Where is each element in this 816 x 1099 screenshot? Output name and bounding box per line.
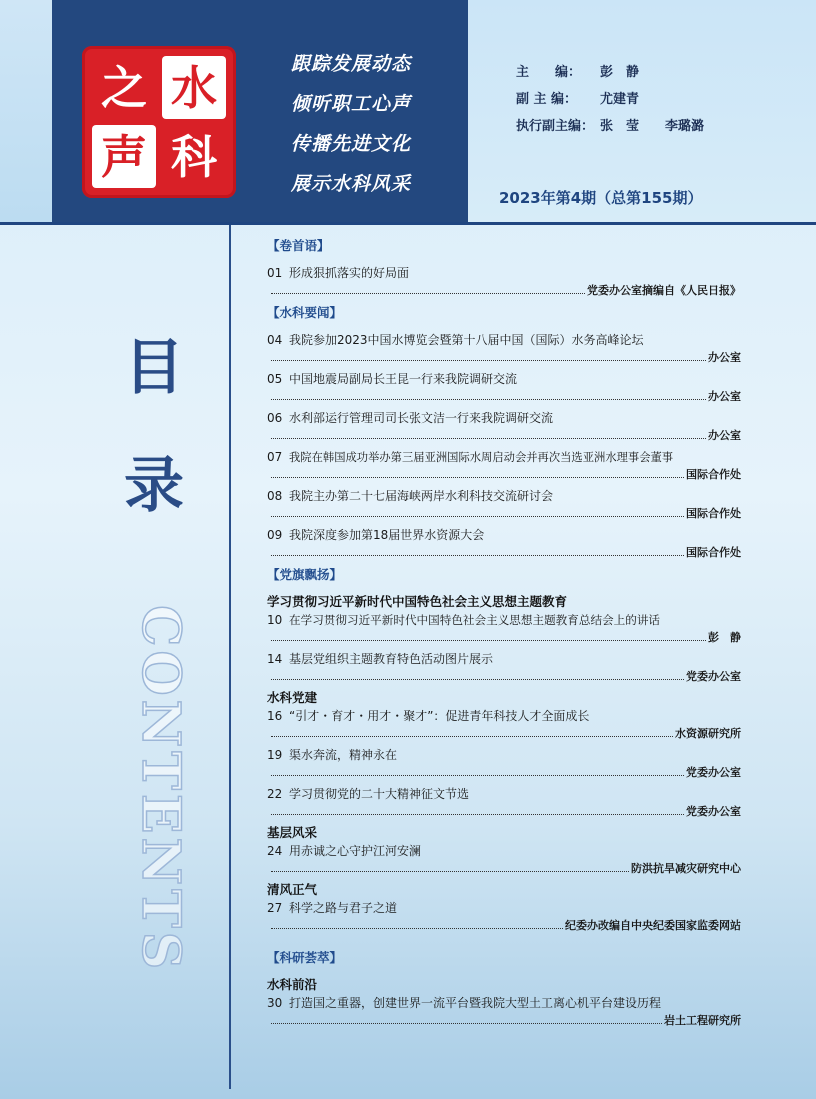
dot-leader — [271, 928, 563, 929]
subsection-heading: 水科党建 — [267, 690, 318, 705]
entry-title — [267, 899, 741, 917]
source-org: 防洪抗旱减灾研究中心 — [631, 862, 741, 875]
entry-title — [267, 842, 741, 860]
page-number: 27 — [267, 901, 283, 915]
editor-name: 张 莹 李璐潞 — [600, 119, 705, 134]
entry-title-text: 我院深度参加第18届世界水资源大会 — [289, 528, 485, 542]
dot-leader — [271, 555, 684, 556]
source-org: 办公室 — [708, 390, 741, 403]
dot-leader — [271, 1023, 662, 1024]
column-divider — [229, 225, 231, 1089]
source-org: 党委办公室 — [686, 670, 741, 683]
entry-title-text: 渠水奔流，精神永在 — [289, 748, 398, 762]
entry-title-text: 学习贯彻党的二十大精神征文节选 — [289, 787, 470, 801]
slogan: 传播先进文化 — [291, 133, 412, 155]
entry-source — [267, 282, 741, 298]
page-number: 01 — [267, 266, 283, 280]
contents-english-title: CONTENTS — [130, 605, 191, 974]
toc-entry[interactable] — [267, 650, 741, 684]
page-number: 16 — [267, 709, 283, 723]
source-org: 彭 静 — [708, 631, 741, 644]
slogan: 倾听职工心声 — [291, 93, 412, 115]
subsection-heading: 学习贯彻习近平新时代中国特色社会主义思想主题教育 — [267, 594, 568, 609]
editor-name: 彭 静 — [600, 65, 640, 80]
entry-title — [267, 409, 741, 427]
page-number: 09 — [267, 528, 283, 542]
entry-title-text: 用赤诚之心守护江河安澜 — [289, 844, 422, 858]
entry-title — [267, 370, 741, 388]
section-heading: 【科研荟萃】 — [267, 950, 343, 965]
editor-role: 执行副主编： — [516, 119, 595, 134]
issue-number: 2023年第4期（总第155期） — [499, 189, 703, 207]
entry-source — [267, 544, 741, 560]
entry-title — [267, 650, 741, 668]
source-org: 水资源研究所 — [675, 727, 741, 740]
entry-title-text: 中国地震局副局长王昆一行来我院调研交流 — [289, 372, 518, 386]
page-number: 14 — [267, 652, 283, 666]
page-number: 07 — [267, 450, 283, 464]
dot-leader — [271, 814, 684, 815]
dot-leader — [271, 775, 684, 776]
section-heading: 【党旗飘扬】 — [267, 567, 343, 582]
entry-source — [267, 764, 741, 780]
page-number: 10 — [267, 613, 283, 627]
source-org: 党委办公室 — [686, 766, 741, 779]
entry-title — [267, 746, 741, 764]
page-number: 04 — [267, 333, 283, 347]
entry-source — [267, 803, 741, 819]
seal-char: 科 — [171, 129, 217, 184]
editor-name: 尤建青 — [600, 92, 640, 107]
entry-title-text: 在学习贯彻习近平新时代中国特色社会主义思想主题教育总结会上的讲话 — [289, 613, 661, 627]
editor-role: 主 编： — [516, 65, 582, 80]
toc-entry[interactable] — [267, 611, 741, 645]
subsection-heading: 清风正气 — [267, 882, 318, 897]
source-org: 办公室 — [708, 351, 741, 364]
toc-entry[interactable] — [267, 785, 741, 819]
entry-title — [267, 487, 741, 505]
editor-row — [516, 63, 704, 90]
dot-leader — [271, 516, 684, 517]
source-org: 党委办公室摘编自《人民日报》 — [587, 284, 741, 297]
contents-title — [124, 333, 184, 574]
entry-source — [267, 349, 741, 365]
seal-char: 之 — [101, 60, 147, 115]
contents-title-char: 录 — [124, 451, 184, 521]
toc-entry[interactable] — [267, 526, 741, 560]
subsection-heading: 水科前沿 — [267, 977, 318, 992]
seal-logo — [82, 46, 236, 198]
slogan: 展示水科风采 — [291, 173, 412, 195]
source-org: 国际合作处 — [686, 546, 741, 559]
entry-source — [267, 466, 741, 482]
entry-source — [267, 917, 741, 933]
dot-leader — [271, 477, 684, 478]
dot-leader — [271, 293, 585, 294]
source-org: 国际合作处 — [686, 507, 741, 520]
source-org: 纪委办改编自中央纪委国家监委网站 — [565, 919, 741, 932]
editor-role: 副 主 编： — [516, 92, 578, 107]
page-number: 30 — [267, 996, 283, 1010]
entry-title-text: 形成狠抓落实的好局面 — [289, 266, 410, 280]
entry-title-text: 我院主办第二十七届海峡两岸水利科技交流研讨会 — [289, 489, 554, 503]
table-of-contents — [267, 236, 741, 1033]
toc-entry[interactable] — [267, 370, 741, 404]
toc-entry[interactable] — [267, 448, 741, 482]
entry-source — [267, 388, 741, 404]
dot-leader — [271, 871, 629, 872]
entry-title-text: 打造国之重器，创建世界一流平台暨我院大型土工离心机平台建设历程 — [289, 996, 662, 1010]
contents-title-char: 目 — [124, 333, 184, 403]
entry-source — [267, 629, 741, 645]
toc-entry[interactable] — [267, 994, 741, 1028]
entry-source — [267, 505, 741, 521]
entry-source — [267, 860, 741, 876]
editor-row — [516, 90, 704, 117]
editor-list — [516, 63, 704, 144]
entry-title — [267, 994, 741, 1012]
seal-char: 水 — [162, 56, 226, 119]
toc-entry[interactable] — [267, 842, 741, 876]
entry-title — [267, 264, 741, 282]
dot-leader — [271, 438, 706, 439]
entry-title — [267, 785, 741, 803]
editor-row — [516, 117, 704, 144]
seal-char: 声 — [92, 125, 156, 188]
toc-entry[interactable] — [267, 487, 741, 521]
entry-title-text: 我院在韩国成功举办第三届亚洲国际水周启动会并再次当选亚洲水理事会董事 — [289, 451, 674, 464]
header-left-edge — [0, 0, 52, 222]
page-number: 08 — [267, 489, 283, 503]
entry-title — [267, 448, 741, 466]
slogan: 跟踪发展动态 — [291, 53, 412, 75]
toc-entry[interactable] — [267, 899, 741, 933]
page-number: 22 — [267, 787, 283, 801]
source-org: 国际合作处 — [686, 468, 741, 481]
page-number: 24 — [267, 844, 283, 858]
entry-title-text: “引才・育才・用才・聚才”：促进青年科技人才全面成长 — [289, 709, 590, 723]
page-number: 19 — [267, 748, 283, 762]
entry-title-text: 水利部运行管理司司长张文洁一行来我院调研交流 — [289, 411, 554, 425]
dot-leader — [271, 640, 706, 641]
source-org: 办公室 — [708, 429, 741, 442]
source-org: 岩土工程研究所 — [664, 1014, 741, 1027]
entry-title — [267, 611, 741, 629]
slogans — [291, 50, 411, 210]
page-number: 06 — [267, 411, 283, 425]
entry-source — [267, 427, 741, 443]
dot-leader — [271, 679, 684, 680]
toc-entry[interactable] — [267, 707, 741, 741]
section-heading: 【水科要闻】 — [267, 305, 343, 320]
subsection-heading: 基层风采 — [267, 825, 318, 840]
page-number: 05 — [267, 372, 283, 386]
entry-title-text: 基层党组织主题教育特色活动图片展示 — [289, 652, 494, 666]
entry-title-text: 我院参加2023中国水博览会暨第十八届中国（国际）水务高峰论坛 — [289, 333, 644, 347]
header-divider — [0, 222, 816, 225]
entry-title — [267, 331, 741, 349]
toc-entry[interactable] — [267, 331, 741, 365]
entry-source — [267, 668, 741, 684]
source-org: 党委办公室 — [686, 805, 741, 818]
dot-leader — [271, 736, 673, 737]
toc-entry[interactable] — [267, 409, 741, 443]
section-heading: 【卷首语】 — [267, 238, 330, 253]
entry-title-text: 科学之路与君子之道 — [289, 901, 398, 915]
entry-source — [267, 725, 741, 741]
toc-entry[interactable] — [267, 746, 741, 780]
entry-title — [267, 526, 741, 544]
toc-entry[interactable] — [267, 264, 741, 298]
entry-source — [267, 1012, 741, 1028]
entry-title — [267, 707, 741, 725]
dot-leader — [271, 360, 706, 361]
dot-leader — [271, 399, 706, 400]
